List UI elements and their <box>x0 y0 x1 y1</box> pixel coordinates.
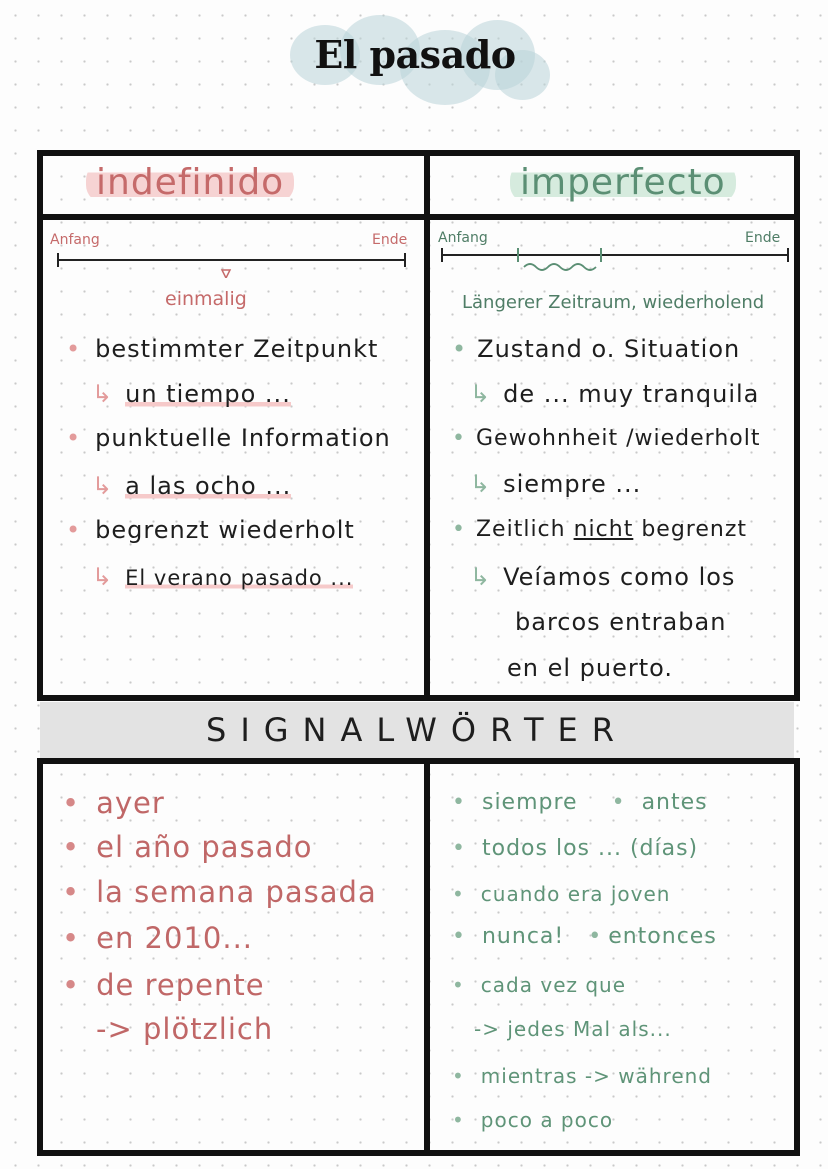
signal-word-text: antes <box>641 790 708 815</box>
timeline-indefinido <box>50 248 415 278</box>
signal-word: • cada vez que <box>452 973 627 997</box>
signal-word: • el año pasado <box>62 830 313 864</box>
signal-word-text: todos los ... (días) <box>481 836 699 861</box>
signal-word: • cuando era joven <box>452 882 671 906</box>
list-item-example: ↳ El verano pasado ... <box>92 563 354 591</box>
signal-word-text: entonces <box>608 924 717 949</box>
table-column-divider <box>424 150 430 701</box>
list-item: • Zustand o. Situation <box>452 335 740 363</box>
list-item-example: ↳ siempre ... <box>470 470 642 498</box>
example-text: El verano pasado ... <box>125 566 354 590</box>
timeline-end-label: Ende <box>745 230 781 246</box>
list-item: • bestimmter Zeitpunkt <box>66 335 378 363</box>
list-item: • punktuelle Information <box>66 424 391 452</box>
timeline-imperfecto <box>438 245 794 275</box>
signal-word-text: cada vez que <box>480 973 627 997</box>
item-text: Zeitlich <box>475 517 574 542</box>
signalwoerter-banner: SIGNALWÖRTER <box>40 702 794 758</box>
timeline-point-label: einmalig <box>165 288 247 310</box>
signal-column-divider <box>424 758 430 1156</box>
signal-word-row: • nunca! • entonces <box>452 924 717 949</box>
page-title: El pasado <box>314 32 516 77</box>
signal-word: • la semana pasada <box>62 875 377 909</box>
signal-word: • todos los ... (días) <box>452 836 699 861</box>
example-text: de ... muy tranquila <box>503 380 760 408</box>
example-line: barcos entraban <box>515 608 727 636</box>
list-item-example: ↳ Veíamos como los <box>470 563 736 591</box>
item-underlined: nicht <box>573 517 634 542</box>
item-text: begrenzt <box>633 517 747 542</box>
heading-imperfecto: imperfecto <box>510 162 736 203</box>
title-area <box>270 10 560 110</box>
example-text: Veíamos como los <box>503 563 736 591</box>
list-item <box>452 517 747 542</box>
list-item-example: ↳ a las ocho ... <box>92 472 292 500</box>
list-item: • Gewohnheit /wiederholt <box>452 426 760 451</box>
signal-word-translation: -> jedes Mal als... <box>474 1017 672 1041</box>
example-line: en el puerto. <box>507 654 674 682</box>
signal-word-text: de repente <box>96 968 265 1002</box>
timeline-end-label: Ende <box>372 232 408 248</box>
signal-word-text: poco a poco <box>480 1108 614 1132</box>
signal-word: • ayer <box>62 786 165 820</box>
list-item: • begrenzt wiederholt <box>66 516 355 544</box>
signal-word: • en 2010... <box>62 921 254 955</box>
example-text: a las ocho ... <box>125 472 292 500</box>
signal-word-text: la semana pasada <box>96 875 377 909</box>
list-item-example: ↳ de ... muy tranquila <box>470 380 760 408</box>
signal-word: • mientras -> während <box>452 1064 712 1088</box>
timeline-start-label: Anfang <box>50 232 100 248</box>
signal-word-text: ayer <box>96 786 165 820</box>
table-header-divider <box>37 214 800 220</box>
signal-word-text: nunca! <box>481 924 565 949</box>
timeline-start-label: Anfang <box>438 230 488 246</box>
signal-word-text: en 2010... <box>96 921 254 955</box>
signal-word-text: siempre <box>481 790 578 815</box>
signal-word: • de repente <box>62 968 265 1002</box>
heading-indefinido: indefinido <box>86 162 294 203</box>
signal-word-text: mientras -> während <box>480 1064 712 1088</box>
signal-word-text: el año pasado <box>96 830 313 864</box>
signal-word: • poco a poco <box>452 1108 614 1132</box>
example-text: siempre ... <box>503 470 642 498</box>
signal-word-text: cuando era joven <box>480 882 671 906</box>
signal-word-row: • siempre • antes <box>452 790 708 815</box>
timeline-range-label: Längerer Zeitraum, wiederholend <box>462 292 765 313</box>
list-item-example: ↳ un tiempo ... <box>92 380 291 408</box>
example-text: un tiempo ... <box>125 380 291 408</box>
signal-word-translation: -> plötzlich <box>96 1012 274 1046</box>
